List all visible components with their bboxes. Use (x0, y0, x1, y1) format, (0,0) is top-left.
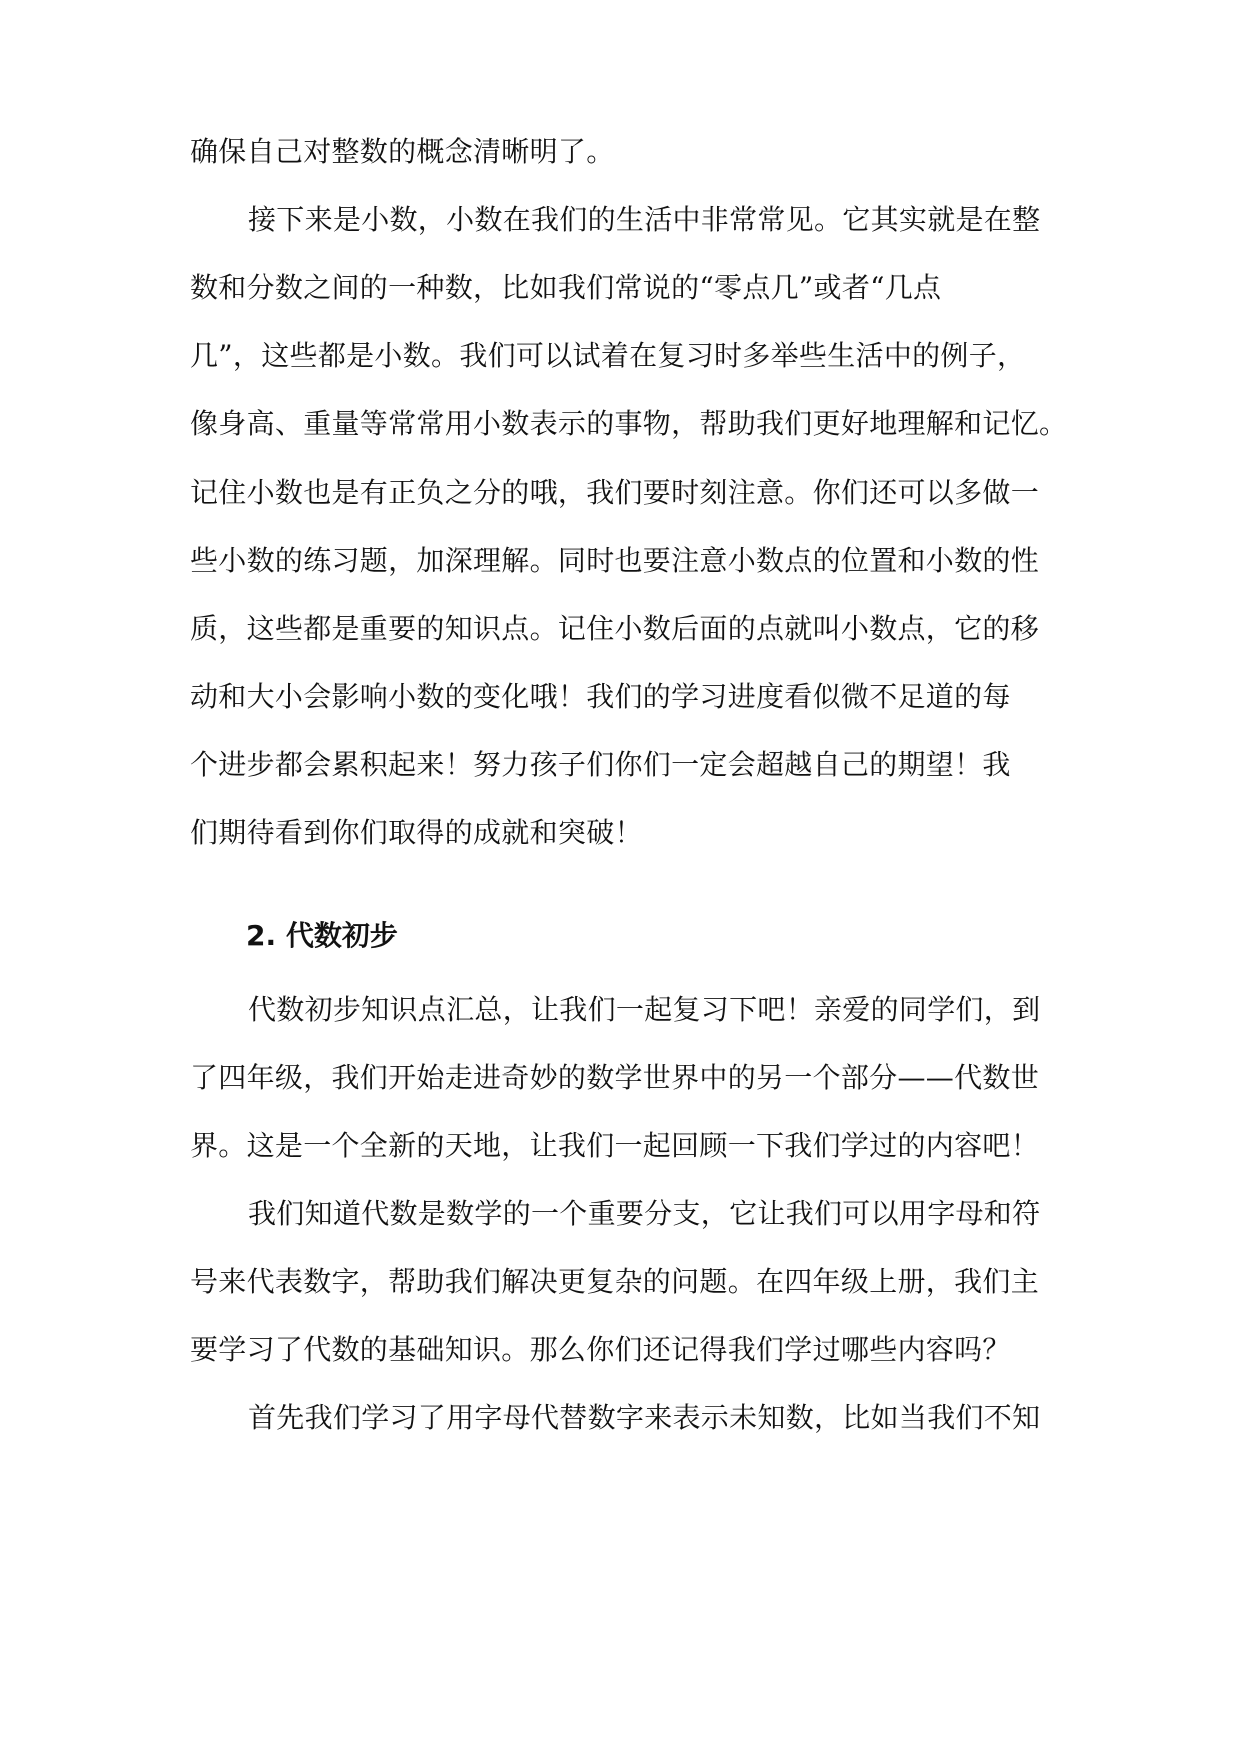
paragraph-line: 确保自己对整数的概念清晰明了。 (190, 135, 615, 168)
paragraph-line: 个进步都会累积起来！努力孩子们你们一定会超越自己的期望！我 (190, 748, 1011, 781)
paragraph-line: 要学习了代数的基础知识。那么你们还记得我们学过哪些内容吗？ (190, 1333, 1011, 1366)
paragraph-line: 质，这些都是重要的知识点。记住小数后面的点就叫小数点，它的移 (190, 612, 1040, 645)
paragraph-line: 首先我们学习了用字母代替数字来表示未知数，比如当我们不知 (248, 1401, 1041, 1434)
paragraph-line: 了四年级，我们开始走进奇妙的数学世界中的另一个部分——代数世 (190, 1061, 1040, 1094)
paragraph-line: 数和分数之间的一种数，比如我们常说的“零点几”或者“几点 (190, 271, 942, 304)
paragraph-line: 代数初步知识点汇总，让我们一起复习下吧！亲爱的同学们，到 (248, 993, 1041, 1026)
paragraph-line: 像身高、重量等常常用小数表示的事物，帮助我们更好地理解和记忆。 (190, 407, 1068, 440)
paragraph-line: 界。这是一个全新的天地，让我们一起回顾一下我们学过的内容吧！ (190, 1129, 1040, 1162)
paragraph-line: 些小数的练习题，加深理解。同时也要注意小数点的位置和小数的性 (190, 544, 1040, 577)
paragraph-line: 们期待看到你们取得的成就和突破！ (190, 816, 643, 849)
paragraph-line: 接下来是小数，小数在我们的生活中非常常见。它其实就是在整 (248, 203, 1041, 236)
paragraph-line: 几”，这些都是小数。我们可以试着在复习时多举些生活中的例子， (190, 339, 1026, 372)
section-heading: 2. 代数初步 (246, 919, 398, 952)
paragraph-line: 我们知道代数是数学的一个重要分支，它让我们可以用字母和符 (248, 1197, 1041, 1230)
paragraph-line: 动和大小会影响小数的变化哦！我们的学习进度看似微不足道的每 (190, 680, 1011, 713)
paragraph-line: 记住小数也是有正负之分的哦，我们要时刻注意。你们还可以多做一 (190, 476, 1040, 509)
paragraph-line: 号来代表数字，帮助我们解决更复杂的问题。在四年级上册，我们主 (190, 1265, 1040, 1298)
